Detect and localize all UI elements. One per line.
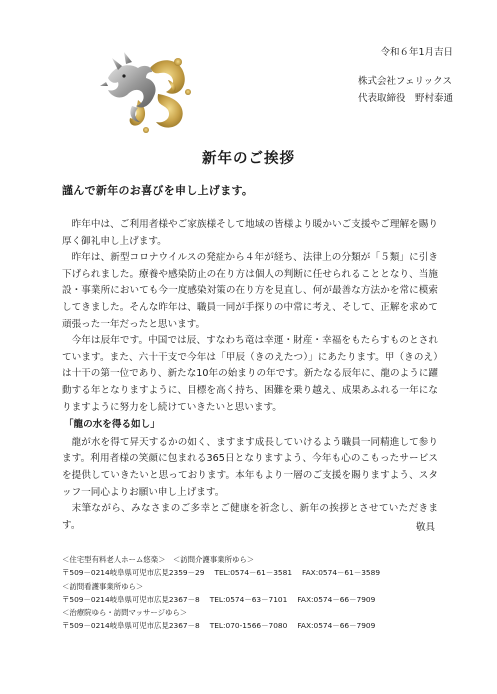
letter-date: 令和６年1月吉日 xyxy=(380,47,453,58)
opening-greeting: 謹んで新年のお喜びを申し上げます。 xyxy=(62,184,254,197)
footer-contact-row xyxy=(62,619,380,632)
body-paragraph: 昨年は、新型コロナウイルスの発症から４年が経ち、法律上の分類が「５類」に引き下げられました。療養や感染防止の在り方は個人の判断に任せられることとなり、当施設・事業所においても今一度感染対策の在り方を見直し、何が最善な方法かを常に模索してきました。そんな昨年は、職員一同が手探りの中常に考え、そして、正解を求めて頑張った一年だったと思います。 xyxy=(62,252,438,330)
footer-fax: FAX:0574－66－7909 xyxy=(297,621,376,631)
footer-office-heading: ＜治療院ゆら・訪問マッサージゆら＞ xyxy=(62,608,188,618)
footer-fax: FAX:0574－66－7909 xyxy=(297,594,376,604)
letter-title: 新年のご挨拶 xyxy=(202,151,295,167)
footer-address: 〒509－0214岐阜県可児市広見2359－29 xyxy=(62,568,205,578)
closing-word: 敬具 xyxy=(415,522,435,533)
footer-contact-row xyxy=(62,566,380,579)
body-paragraph: 末筆ながら、みなさまのご多幸とご健康を祈念し、新年の挨拶とさせていただきます。 xyxy=(62,503,438,531)
dragon-logo-icon xyxy=(98,48,198,134)
footer-tel: TEL:0574－61－3581 xyxy=(214,568,293,578)
footer-contacts xyxy=(62,553,380,633)
footer-office-heading: ＜訪問看護事業所ゆら＞ xyxy=(62,581,144,591)
footer-address: 〒509－0214岐阜県可児市広見2367－8 xyxy=(62,621,200,631)
footer-contact-row xyxy=(62,593,380,606)
footer-fax: FAX:0574－61－3589 xyxy=(302,568,381,578)
body-paragraph: 龍が水を得て昇天するかの如く、ますます成長していけるよう職員一同精進して参ります。利用者様の笑顔に包まれる365日となりますよう、今年も心のこもったサービスを提供していきたいと思っております。本年もより一層のご支援を賜りますよう、スタッフ一同心よりお願い申し上げます。 xyxy=(62,436,438,498)
footer-tel: TEL:0574－63－7101 xyxy=(209,594,288,604)
representative-name: 代表取締役 野村泰通 xyxy=(357,93,453,104)
sender-block xyxy=(358,73,453,107)
footer-address: 〒509－0214岐阜県可児市広見2367－8 xyxy=(62,594,200,604)
body-paragraph: 今年は辰年です。中国では辰、すなわち竜は幸運・財産・幸福をもたらすものとされています。また、六十干支で今年は「甲辰（きのえたつ）」にあたります。甲（きのえ）は十干の第一位であり、新たな10年の始まりの年です。新たなる辰年に、龍のように躍動する年となりますように、目標を高く持ち、困難を乗り越え、成果あふれる一年になりますように努力をし続けていきたいと思います。 xyxy=(62,335,439,413)
footer-office-heading: ＜住宅型有料老人ホーム悠楽＞ ＜訪問介護事業所ゆら＞ xyxy=(62,555,255,564)
letter-body xyxy=(62,217,438,534)
body-subheading: 「龍の水を得る如し」 xyxy=(63,419,160,431)
footer-tel: TEL:070-1566－7080 xyxy=(209,621,288,631)
company-name: 株式会社フェリックス xyxy=(357,76,453,87)
body-paragraph: 昨年中は、ご利用者様やご家族様そして地域の皆様より暖かいご支援やご理解を賜り厚く御礼申し上げます。 xyxy=(62,219,438,247)
